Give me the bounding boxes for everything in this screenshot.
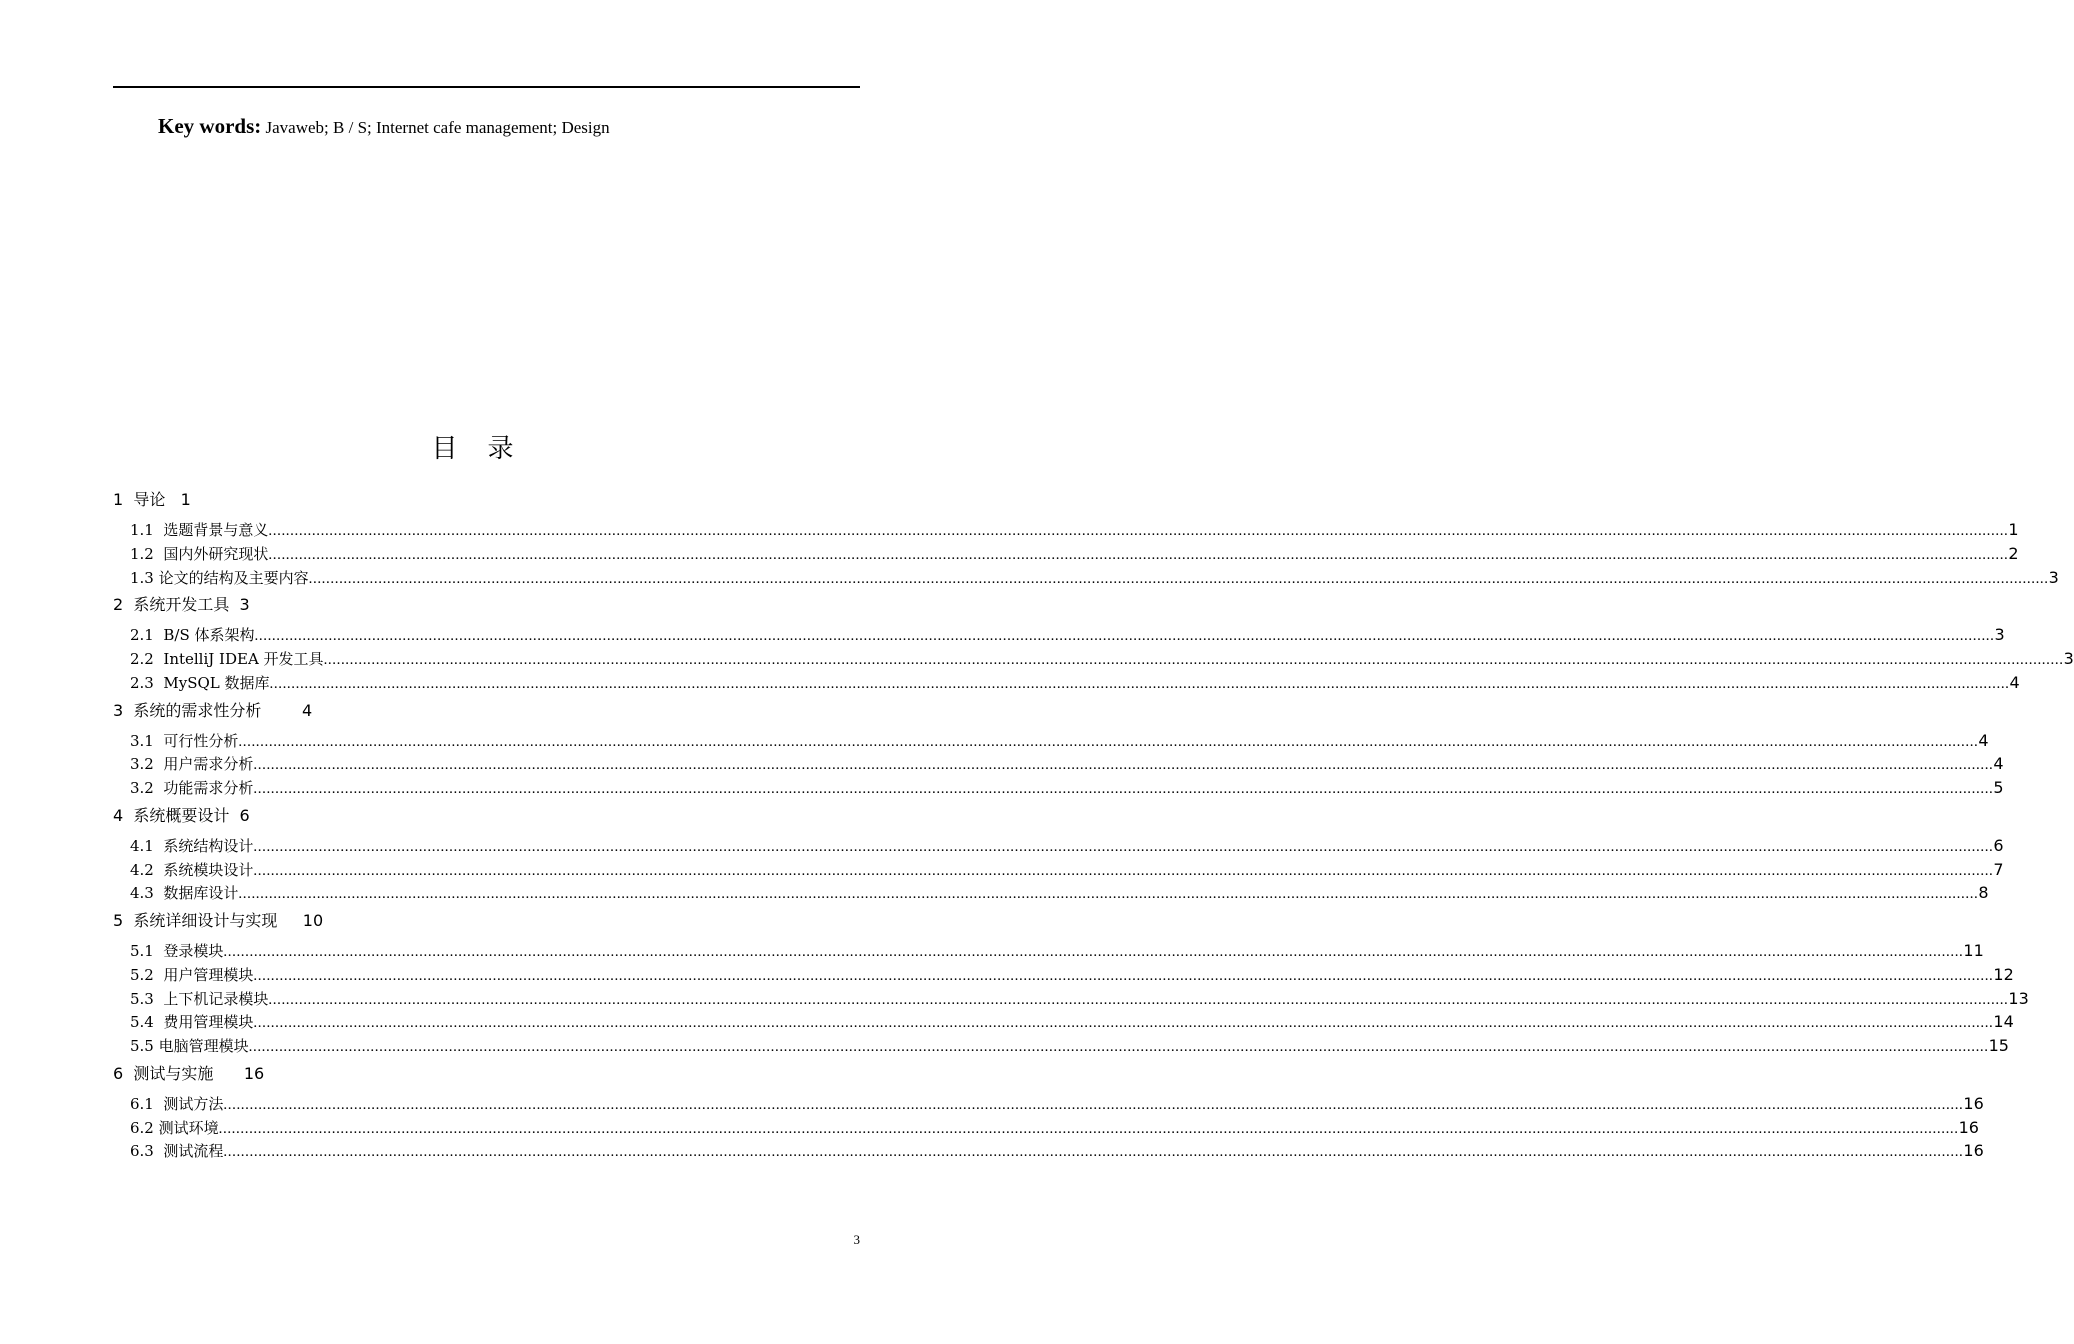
toc-entry (130, 1139, 1984, 1163)
toc-entry-label: 2.2 IntelliJ IDEA 开发工具 (130, 650, 324, 668)
toc-chapter-heading: 5 系统详细设计与实现 10 (113, 911, 324, 930)
toc-entry (130, 776, 2004, 800)
toc-entry-page: 3 (1994, 625, 2005, 645)
toc-entry-page: 7 (1993, 859, 2004, 879)
toc-chapter-heading: 4 系统概要设计 6 (113, 805, 250, 825)
toc-entry-page: 4 (1978, 730, 1989, 750)
toc-entry-label: 4.1 系统结构设计 (130, 836, 254, 855)
toc-entry (130, 752, 2004, 776)
toc-entry (130, 671, 2020, 695)
toc-entry-label: 5.5 电脑管理模块 (130, 1037, 249, 1055)
toc-entry (130, 987, 2029, 1011)
toc-entry-page: 4 (1993, 754, 2004, 774)
toc-leader-dots: ................................................................................................................................................................................................................................................................................................................................................................................................................ (253, 862, 1994, 879)
toc-entry (130, 939, 1984, 963)
toc-entry-page: 13 (2008, 988, 2029, 1008)
toc-leader-dots: ................................................................................................................................................................................................................................................................................................................................................................................................................ (238, 886, 1979, 903)
toc-entry-label: 5.2 用户管理模块 (130, 965, 254, 984)
toc-leader-dots: ................................................................................................................................................................................................................................................................................................................................................................................................................ (268, 546, 2009, 563)
table-of-contents (113, 486, 2074, 1163)
toc-entry-label: 1.2 国内外研究现状 (130, 544, 269, 563)
toc-entry-label: 6.2 测试环境 (130, 1118, 219, 1137)
toc-leader-dots: ................................................................................................................................................................................................................................................................................................................................................................................................................ (268, 523, 2009, 539)
toc-entry-label: 4.3 数据库设计 (130, 884, 239, 903)
toc-entry (130, 1092, 1984, 1116)
toc-entry-page: 4 (2009, 672, 2020, 692)
toc-entry-page: 16 (1963, 1141, 1984, 1161)
toc-entry-label: 3.2 用户需求分析 (130, 755, 254, 774)
toc-leader-dots: ................................................................................................................................................................................................................................................................................................................................................................................................................ (253, 1015, 1994, 1032)
toc-entry (130, 963, 2014, 987)
toc-entry-label: 2.3 MySQL 数据库 (130, 673, 270, 692)
toc-leader-dots: ................................................................................................................................................................................................................................................................................................................................................................................................................ (253, 838, 1994, 855)
toc-entry (130, 623, 2005, 647)
toc-leader-dots: ................................................................................................................................................................................................................................................................................................................................................................................................................ (223, 1096, 1964, 1113)
toc-leader-dots: ................................................................................................................................................................................................................................................................................................................................................................................................................ (253, 781, 1994, 797)
toc-entry (130, 881, 1989, 905)
toc-entry-page: 14 (1993, 1012, 2014, 1032)
toc-entry (130, 542, 2019, 566)
toc-entry (130, 1034, 2009, 1058)
toc-entry-page: 15 (1988, 1036, 2009, 1055)
toc-leader-dots: ................................................................................................................................................................................................................................................................................................................................................................................................................ (254, 628, 1995, 645)
toc-leader-dots: ................................................................................................................................................................................................................................................................................................................................................................................................................ (268, 991, 2009, 1008)
toc-entry-label: 6.1 测试方法 (130, 1094, 224, 1113)
toc-entry-label: 1.3 论文的结构及主要内容 (130, 568, 309, 587)
keywords-line (158, 114, 610, 139)
toc-entry (130, 1010, 2014, 1034)
toc-leader-dots: ................................................................................................................................................................................................................................................................................................................................................................................................................ (238, 733, 1979, 750)
toc-entry-page: 2 (2008, 543, 2019, 563)
toc-leader-dots: ................................................................................................................................................................................................................................................................................................................................................................................................................ (323, 652, 2064, 668)
toc-entry-label: 5.3 上下机记录模块 (130, 989, 269, 1008)
toc-entry-label: 5.4 费用管理模块 (130, 1013, 254, 1032)
toc-entry-page: 6 (1993, 835, 2004, 855)
toc-entry (130, 858, 2004, 882)
toc-chapter-heading: 6 测试与实施 16 (113, 1063, 265, 1083)
toc-entry-page: 1 (2008, 520, 2019, 539)
toc-entry-label: 4.2 系统模块设计 (130, 860, 254, 879)
toc-entry-label: 1.1 选题背景与意义 (130, 521, 269, 539)
toc-leader-dots: ................................................................................................................................................................................................................................................................................................................................................................................................................ (248, 1039, 1989, 1055)
toc-entry (130, 834, 2004, 858)
toc-entry-page: 11 (1963, 941, 1984, 960)
toc-entry-page: 3 (2063, 649, 2074, 668)
toc-entry (130, 518, 2019, 542)
header-rule (113, 86, 860, 88)
toc-leader-dots: ................................................................................................................................................................................................................................................................................................................................................................................................................ (269, 675, 2010, 692)
toc-entry-label: 6.3 测试流程 (130, 1142, 224, 1161)
toc-leader-dots: ................................................................................................................................................................................................................................................................................................................................................................................................................ (218, 1120, 1959, 1137)
toc-leader-dots: ................................................................................................................................................................................................................................................................................................................................................................................................................ (223, 944, 1964, 960)
toc-entry-page: 5 (1993, 778, 2004, 797)
toc-leader-dots: ................................................................................................................................................................................................................................................................................................................................................................................................................ (308, 570, 2049, 587)
toc-chapter-heading: 3 系统的需求性分析 4 (113, 700, 313, 720)
toc-entry-label: 3.2 功能需求分析 (130, 779, 254, 797)
toc-entry-page: 16 (1958, 1117, 1979, 1137)
keywords-text: Javaweb; B / S; Internet cafe management; Design (261, 118, 610, 137)
toc-leader-dots: ................................................................................................................................................................................................................................................................................................................................................................................................................ (253, 967, 1994, 984)
toc-entry (130, 566, 2059, 590)
toc-entry-page: 3 (2048, 567, 2059, 587)
keywords-label: Key words: (158, 114, 262, 138)
toc-entry-label: 2.1 B/S 体系架构 (130, 626, 255, 645)
toc-leader-dots: ................................................................................................................................................................................................................................................................................................................................................................................................................ (223, 1144, 1964, 1161)
toc-entry-label: 3.1 可行性分析 (130, 731, 239, 750)
toc-entry-page: 16 (1963, 1093, 1984, 1113)
toc-chapter-heading: 1 导论 1 (113, 490, 191, 509)
toc-entry-label: 5.1 登录模块 (130, 942, 224, 960)
toc-entry (130, 1116, 1979, 1140)
toc-entry (130, 647, 2074, 671)
toc-chapter-heading: 2 系统开发工具 3 (113, 595, 250, 615)
page-number: 3 (853, 1232, 860, 1247)
toc-entry (130, 729, 1989, 753)
toc-title: 目录 (431, 434, 544, 464)
toc-entry-page: 12 (1993, 964, 2014, 984)
toc-entry-page: 8 (1978, 883, 1989, 903)
toc-leader-dots: ................................................................................................................................................................................................................................................................................................................................................................................................................ (253, 757, 1994, 774)
